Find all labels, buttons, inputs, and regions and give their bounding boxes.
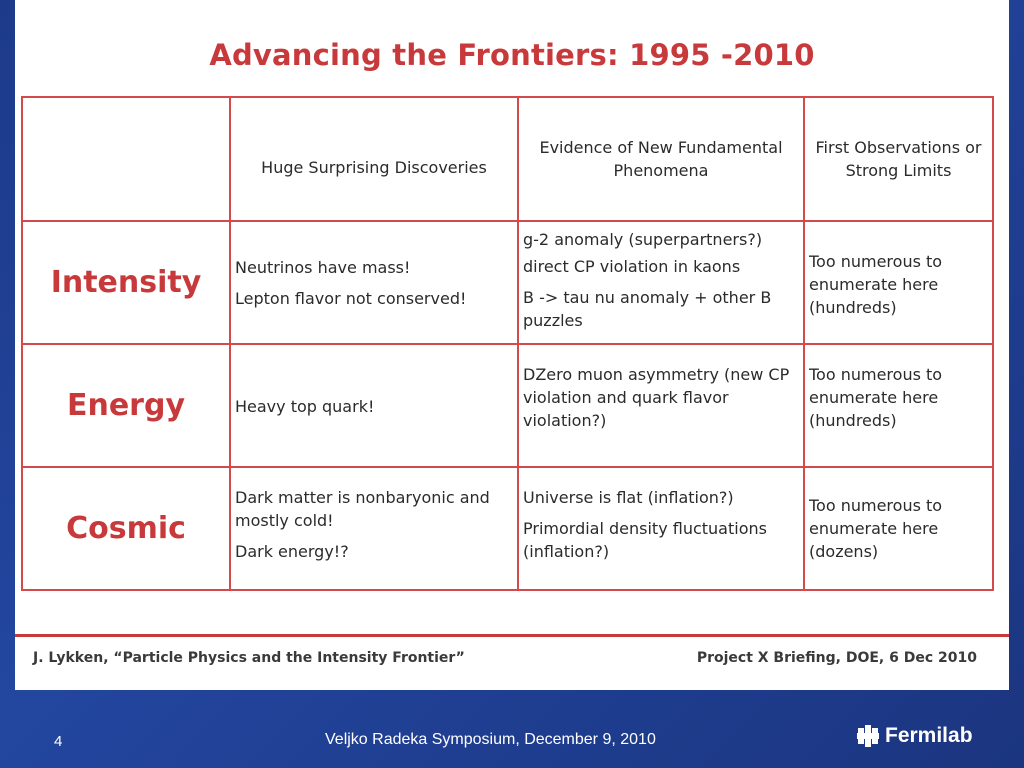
column-header-evidence: Evidence of New Fundamental Phenomena [518,97,804,221]
intensity-observations [804,221,993,344]
list-item: Primordial density fluctuations (inflation?) [523,519,767,561]
list-item: g-2 anomaly (superpartners?) [523,230,763,249]
intensity-discoveries [230,221,518,344]
row-label-intensity: Intensity [22,221,230,344]
table-row [22,467,993,590]
slide-title: Advancing the Frontiers: 1995 -2010 [209,38,815,72]
table-row [22,344,993,467]
footer-divider [15,634,1009,637]
fermilab-logo-text: Fermilab [885,724,973,747]
cosmic-discoveries [230,467,518,590]
list-item: DZero muon asymmetry (new CP violation and quark flavor violation?) [523,365,790,430]
fermilab-logo [856,724,973,748]
list-item: Too numerous to enumerate here (hundreds) [809,252,943,317]
list-item: B -> tau nu anomaly + other B puzzles [523,288,772,330]
intensity-evidence [518,221,804,344]
energy-observations [804,344,993,467]
page-number: 4 [54,733,63,750]
fermilab-logo-icon [856,724,880,748]
list-item: Heavy top quark! [235,397,375,416]
list-item: direct CP violation in kaons [523,257,741,276]
list-item: Too numerous to enumerate here (dozens) [809,496,943,561]
energy-discoveries [230,344,518,467]
list-item: Too numerous to enumerate here (hundreds) [809,365,943,430]
list-item: Neutrinos have mass! [235,258,411,277]
list-item: Universe is flat (inflation?) [523,488,734,507]
list-item: Dark energy!? [235,542,349,561]
footer-briefing: Project X Briefing, DOE, 6 Dec 2010 [696,650,977,666]
column-header-observations: First Observations or Strong Limits [804,97,993,221]
list-item: Lepton flavor not conserved! [235,289,467,308]
energy-evidence [518,344,804,467]
table-row [22,221,993,344]
list-item: Dark matter is nonbaryonic and mostly cold! [235,488,490,530]
cosmic-evidence [518,467,804,590]
corner-cell [22,97,230,221]
table-header-row [22,97,993,221]
row-label-energy: Energy [22,344,230,467]
column-header-discoveries: Huge Surprising Discoveries [230,97,518,221]
footer-citation: J. Lykken, “Particle Physics and the Intensity Frontier” [33,650,465,666]
frontiers-table [21,96,994,591]
slide-panel [15,0,1009,690]
cosmic-observations [804,467,993,590]
row-label-cosmic: Cosmic [22,467,230,590]
event-caption: Veljko Radeka Symposium, December 9, 2010 [325,731,656,748]
